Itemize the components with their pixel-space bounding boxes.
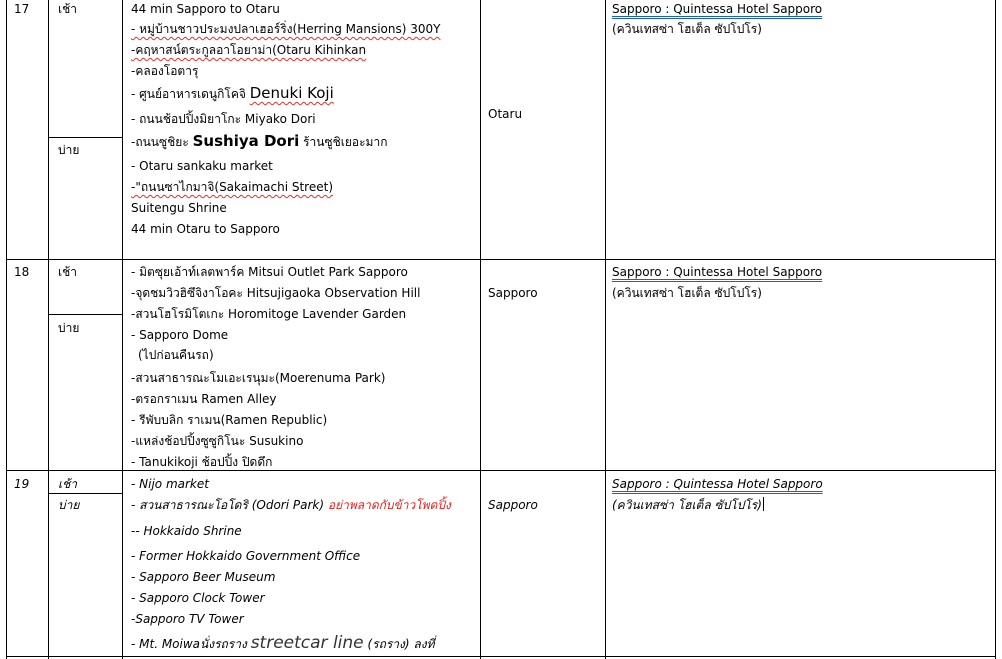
table-border-left [6,0,7,659]
city-name: Sapporo [488,286,538,300]
activity-item: -คลองโอตารุ [131,64,199,78]
table-border-bottom [6,656,996,657]
hotel-name: Sapporo : Quintessa Hotel Sapporo [612,477,823,491]
row-divider-18-19 [6,470,996,471]
row-divider-17-18 [6,259,996,260]
activity-highlight: อย่าพลาดกับข้าวโพดปิ้ง [327,498,451,512]
hotel-name: Sapporo : Quintessa Hotel Sapporo [612,2,823,16]
city-name: Otaru [488,107,523,121]
activity-emphasis: Denuki Koji [249,84,334,102]
activity-text: - สวนสาธารณะโอโดริ (Odori Park) [131,498,325,512]
period-morning: เช้า [58,477,77,491]
activity-item: -- Hokkaido Shrine [131,524,242,538]
activity-item: - Otaru sankaku market [131,159,273,173]
hotel-name: Sapporo : Quintessa Hotel Sapporo [612,265,823,279]
period-afternoon: บ่าย [58,498,80,512]
itinerary-table [6,0,996,659]
activity-emphasis: Sushiya Dori [192,132,300,150]
activity-item: - Tanukikoji ช้อปปิ้ง ปิดดึก [131,455,273,469]
activity-item: -"ถนนซาไกมาจิ(Sakaimachi Street) [131,180,334,194]
activity-item: - ถนนช้อปปิ้งมิยาโกะ Miyako Dori [131,112,316,126]
activity-item: (ไปก่อนคืนรถ) [138,348,214,362]
activity-item: - หมู่บ้านชาวประมงปลาเฮอร์ริ่ง(Herring Mansions) 300Y [131,22,441,36]
activity-text: - Mt. Moiwaนั่งรถราง [131,637,247,651]
period-afternoon: บ่าย [58,143,80,157]
city-name: Sapporo [488,498,538,512]
day-number: 17 [14,2,30,16]
activity-item: -สวนโฮโรมิโตเกะ Horomitoge Lavender Garden [131,307,407,321]
col-divider-activities [480,0,481,659]
table-border-right [995,0,996,659]
activity-note: (รถราง) ลงที่ [367,637,435,651]
activity-item: - Sapporo Beer Museum [131,570,276,584]
period-afternoon: บ่าย [58,321,80,335]
activity-item: - Former Hokkaido Government Office [131,549,361,563]
hotel-thai-name: (ควินเทสซ่า โฮเต็ล ซัปโปโร) [612,286,762,300]
activity-item: -จุดชมวิวฮิซึจิงาโอคะ Hitsujigaoka Observation Hill [131,286,421,300]
activity-item: -สวนสาธารณะโมเอะเรนุมะ(Moerenuma Park) [131,371,386,385]
activity-item: -ตรอกราเมน Ramen Alley [131,392,277,406]
activity-item: - Nijo market [131,477,209,491]
activity-item: -Sapporo TV Tower [131,612,244,626]
hotel-thai-name[interactable]: (ควินเทสซ่า โฮเต็ล ซัปโปโร) [612,498,762,512]
activity-item: 44 min Otaru to Sapporo [131,222,280,236]
activity-item: 44 min Sapporo to Otaru [131,2,280,16]
text-cursor [763,497,764,511]
activity-text: - ศูนย์อาหารเดนูกิโคจิ [131,87,246,101]
activity-item [131,83,334,104]
activity-item: - รีพับบลิก ราเมน(Ramen Republic) [131,413,328,427]
activity-item: -แหล่งช้อปปิ้งซูซูกิโนะ Susukino [131,434,304,448]
day-number: 19 [14,477,30,491]
period-morning: เช้า [58,2,77,16]
col-divider-city [605,0,606,659]
col-divider-period [122,0,123,659]
activity-item: - มิตซุยเอ้าท์เลตพาร์ค Mitsui Outlet Park Sapporo [131,265,408,279]
row17-period-divider [48,137,122,138]
activity-item [131,131,387,152]
period-morning: เช้า [58,265,77,279]
activity-item: - Sapporo Clock Tower [131,591,265,605]
activity-item: Suitengu Shrine [131,201,227,215]
day-number: 18 [14,265,30,279]
activity-emphasis: streetcar line [250,633,364,653]
activity-item [131,633,435,654]
activity-item: -คฤหาสน์ตระกูลอาโอยาม่า(Otaru Kihinkan [131,43,367,57]
activity-item: - Sapporo Dome [131,328,229,342]
col-divider-day [48,0,49,659]
row18-period-divider [48,314,122,315]
row19-period-divider [48,493,122,494]
hotel-thai-name: (ควินเทสซ่า โฮเต็ล ซัปโปโร) [612,22,762,36]
activity-item [131,497,451,513]
activity-text: -ถนนซูชิยะ [131,135,189,149]
activity-note: ร้านซูชิเยอะมาก [303,135,388,149]
